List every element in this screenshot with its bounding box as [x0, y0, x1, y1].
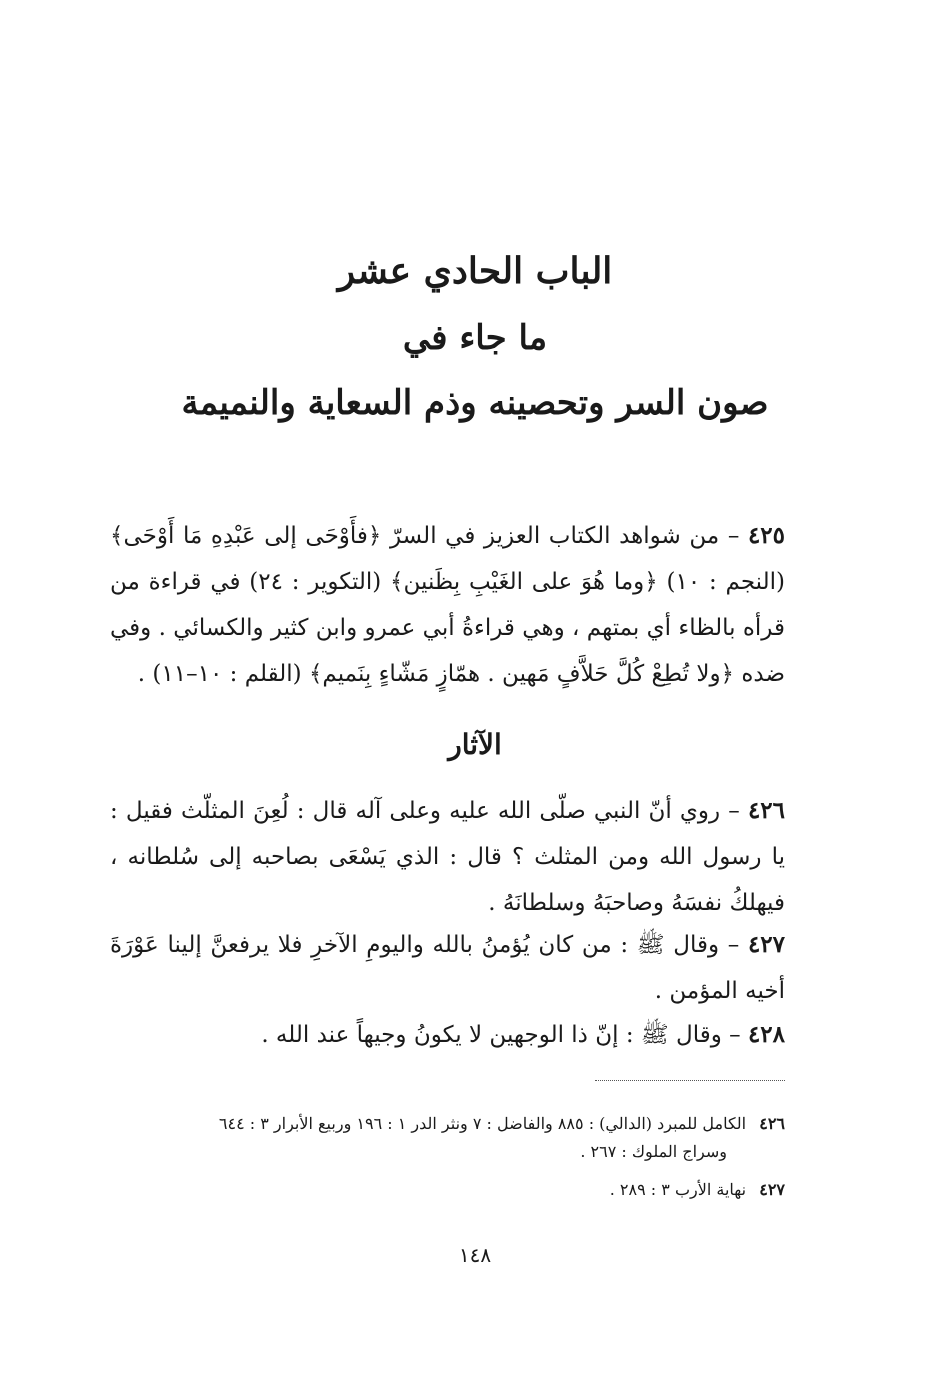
paragraph-number: ٤٢٥	[747, 522, 785, 549]
paragraph-428	[110, 1012, 785, 1058]
footnote-427	[110, 1176, 785, 1204]
paragraph-number: ٤٢٨	[747, 1021, 785, 1048]
chapter-topic: صون السر وتحصينه وذم السعاية والنميمة	[181, 383, 769, 423]
footnote-426	[110, 1110, 785, 1166]
paragraph-text: – روي أنّ النبي صلّى الله عليه وعلى آله قال : لُعِنَ المثلّث فقيل : يا رسول الله ومن المثلث ؟ قال : الذي يَسْعَى بصاحبه إلى سُلطانه ، فيهلكُ نفسَهُ وصاحبَهُ وسلطانَهُ .	[110, 798, 785, 916]
page-number: ١٤٨	[458, 1243, 492, 1267]
chapter-title: الباب الحادي عشر	[337, 250, 613, 292]
footnote-number: ٤٢٦	[759, 1114, 785, 1133]
footnote-text: نهاية الأرب ٣ : ٢٨٩ .	[609, 1180, 747, 1199]
paragraph-text: – وقال ﷺ : إنّ ذا الوجهين لا يكونُ وجيهاً عند الله .	[261, 1022, 741, 1048]
paragraph-425	[110, 513, 785, 697]
section-title: الآثار	[448, 728, 502, 761]
chapter-subtitle: ما جاء في	[402, 318, 548, 358]
paragraph-text: – وقال ﷺ : من كان يُؤمنُ بالله واليومِ الآخرِ فلا يرفعنَّ إلينا عَوْرَةَ أخيه المؤمن .	[110, 932, 785, 1004]
footnote-text-continued: وسراج الملوك : ٢٦٧ .	[580, 1142, 727, 1161]
footnote-number: ٤٢٧	[759, 1180, 785, 1199]
footnote-divider	[595, 1080, 785, 1081]
paragraph-426	[110, 788, 785, 926]
paragraph-number: ٤٢٦	[747, 797, 786, 824]
paragraph-text: – من شواهد الكتاب العزيز في السرّ ﴿فأَوْحَى إلى عَبْدِهِ مَا أَوْحَى﴾ (النجم : ١٠) ﴿وما هُوَ على الغَيْبِ بِظَنين﴾ (التكوير : ٢٤) في قراءة من قرأه بالظاء أي بمتهم ، وهي قراءةُ أبي عمرو وابن كثير والكسائي . وفي ضده ﴿ولا تُطِعْ كُلَّ حَلاَّفٍ مَهين . همّازٍ مَشّاءٍ بِنَميم﴾ (القلم : ١٠–١١) .	[110, 523, 785, 687]
paragraph-427	[110, 922, 785, 1014]
paragraph-number: ٤٢٧	[747, 931, 785, 958]
footnote-text: الكامل للمبرد (الدالي) : ٨٨٥ والفاضل : ٧ ونثر الدر ١ : ١٩٦ وربيع الأبرار ٣ : ٦٤٤	[218, 1114, 747, 1133]
